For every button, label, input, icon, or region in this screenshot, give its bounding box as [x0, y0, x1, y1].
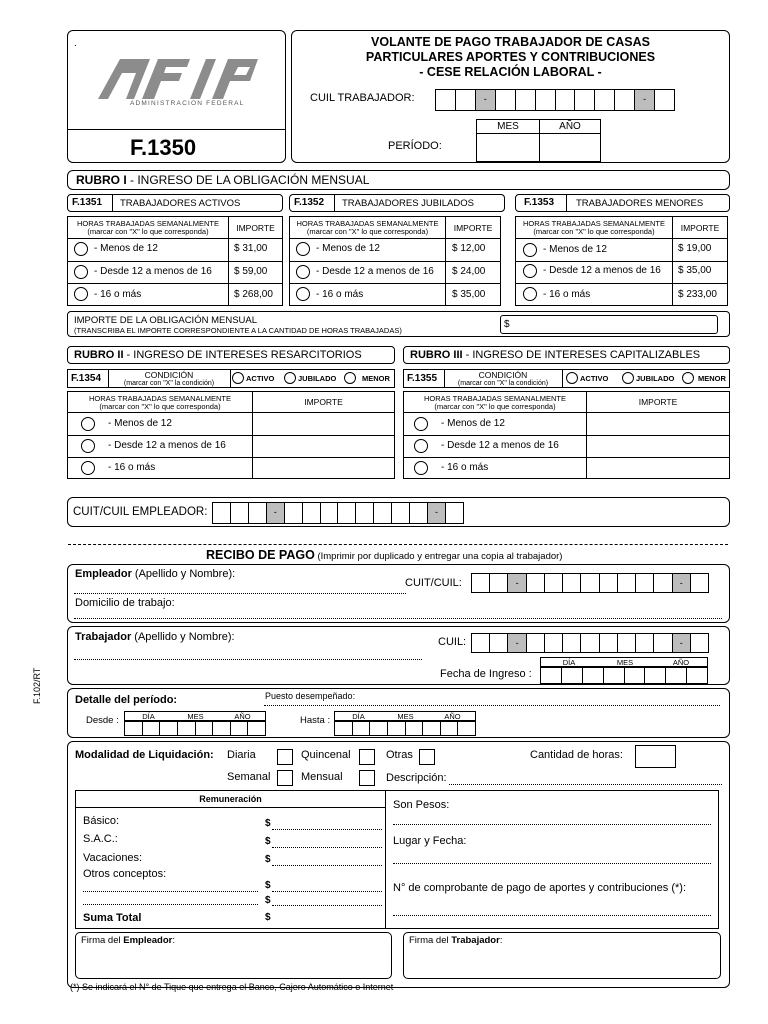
trabajador-box: Trabajador (Apellido y Nombre): CUIL: - - DÍA MES AÑO Fecha de Ingreso :: [67, 626, 730, 685]
firma-trabajador-label: Trabajador: [451, 935, 500, 946]
descripcion-label: Descripción:: [386, 772, 447, 784]
fecha-ingreso-label: Fecha de Ingreso :: [440, 668, 532, 680]
lugar-fecha-label: Lugar y Fecha:: [393, 835, 467, 847]
f1355-radio-16mas[interactable]: [414, 461, 428, 475]
comprobante-input[interactable]: [393, 915, 711, 916]
f1353-name: TRABAJADORES MENORES: [576, 198, 704, 209]
rubro3-title: - INGRESO DE INTERESES CAPITALIZABLES: [462, 349, 701, 361]
f1351-radio-menos12[interactable]: [74, 242, 88, 256]
empleador-box: Empleador (Apellido y Nombre): CUIT/CUIL: - - Domicilio de trabajo:: [67, 564, 730, 623]
f1355-condicion-row: F.1355 CONDICIÓN (marcar con "X" la condición) ACTIVO JUBILADO MENOR: [403, 369, 730, 388]
puesto-input[interactable]: [264, 705, 720, 706]
desde-input[interactable]: [124, 721, 266, 736]
lugar-fecha-input[interactable]: [393, 863, 711, 864]
f1352-radio-12a16[interactable]: [296, 265, 310, 279]
f1352-radio-16mas[interactable]: [296, 287, 310, 301]
son-pesos-label: Son Pesos:: [393, 799, 450, 811]
periodo-input[interactable]: [476, 133, 601, 162]
periodo-label: PERÍODO:: [388, 140, 442, 152]
f1351-code: F.1351: [72, 197, 103, 208]
f1353-code: F.1353: [524, 197, 555, 208]
cuil-trabajador-input[interactable]: - -: [435, 89, 675, 111]
footnote: (*) Se indicará el N° de Tique que entrega el Banco, Cajero Automático o Internet: [70, 982, 394, 992]
descripcion-input[interactable]: [449, 784, 722, 785]
hasta-label: Hasta :: [300, 715, 331, 726]
mensual-checkbox[interactable]: [359, 770, 375, 786]
remuneracion-table: Remuneración Básico: $ S.A.C.: $ Vacaciones: $ Otros conceptos: $ $ Suma Total $ Son Pesos: Lugar y Fecha: N° de comprobante de pago de aportes y contribuciones (*):: [75, 790, 719, 929]
f1352-name: TRABAJADORES JUBILADOS: [342, 198, 474, 209]
f1354-code: F.1354: [71, 373, 102, 384]
firma-empleador-label: Empleador: [123, 935, 173, 946]
f1353-radio-12a16[interactable]: [523, 264, 537, 278]
suma-total-label: Suma Total: [83, 912, 142, 924]
f1355-table: HORAS TRABAJADAS SEMANALMENTE (marcar con "X" lo que corresponda) IMPORTE - Menos de 12 - Desde 12 a menos de 16 - 16 o más: [403, 391, 730, 479]
cuit-empleador-input[interactable]: - -: [212, 502, 464, 524]
sac-input[interactable]: [272, 847, 382, 848]
f1354-radio-activo[interactable]: [232, 372, 244, 384]
empleador-label: Empleador: [75, 568, 132, 580]
corner-dot: .: [74, 38, 77, 49]
trabajador-label: Trabajador: [75, 631, 132, 643]
cantidad-horas-input[interactable]: [635, 745, 676, 768]
otros-conceptos-2[interactable]: [83, 904, 258, 905]
rubro2-label: RUBRO II: [74, 349, 124, 361]
anio-label: AÑO: [559, 121, 581, 132]
f1355-radio-activo[interactable]: [566, 372, 578, 384]
liquidacion-box: Modalidad de Liquidación: Diaria Quincenal Otras Cantidad de horas: Semanal Mensual Descripción: Remuneración Básico: $ S.A.C.: $ Vacaciones: $ Otros conceptos: $ $ Suma Total $ Son Pesos: Lugar y Fecha: N° de comprobante de pago de aportes y contribuciones (*): Firma del Empleador: Firma del Trabajador:: [67, 741, 730, 988]
importe-obligacion-input[interactable]: $: [500, 315, 718, 334]
empleador-nombre-input[interactable]: [74, 593, 406, 594]
rubro1-title: - INGRESO DE LA OBLIGACIÓN MENSUAL: [126, 173, 370, 187]
f1353-radio-menos12[interactable]: [523, 243, 537, 257]
importe-obligacion-box: [67, 311, 730, 337]
f1354-radio-menos12[interactable]: [81, 417, 95, 431]
firma-trabajador-box[interactable]: Firma del Trabajador:: [403, 932, 721, 979]
firma-empleador-box[interactable]: Firma del Empleador:: [75, 932, 392, 979]
cuit-empleador-label: CUIT/CUIL EMPLEADOR:: [73, 506, 208, 518]
quincenal-checkbox[interactable]: [359, 749, 375, 765]
f1355-radio-menos12[interactable]: [414, 417, 428, 431]
diaria-checkbox[interactable]: [277, 749, 293, 765]
otros-importe-2[interactable]: [272, 905, 382, 906]
basico-input[interactable]: [272, 829, 382, 830]
f1351-name: TRABAJADORES ACTIVOS: [120, 198, 241, 209]
rubro3-label: RUBRO III: [410, 349, 463, 361]
recibo-subtitle: (Imprimir por duplicado y entregar una copia al trabajador): [314, 551, 563, 562]
domicilio-label: Domicilio de trabajo:: [75, 597, 175, 609]
rubro1-header: [67, 170, 730, 190]
f1355-radio-menor[interactable]: [682, 372, 694, 384]
f1354-radio-jubilado[interactable]: [284, 372, 296, 384]
son-pesos-input[interactable]: [393, 824, 711, 825]
otros-conceptos-1[interactable]: [83, 891, 258, 892]
fecha-ingreso-input[interactable]: [540, 667, 708, 684]
cuit-empleador-box: [67, 497, 730, 527]
afip-logo: [94, 55, 262, 103]
side-form-code: F.102/RT: [32, 667, 42, 704]
f1354-radio-menor[interactable]: [344, 372, 356, 384]
f1355-radio-jubilado[interactable]: [622, 372, 634, 384]
trabajador-nombre-input[interactable]: [74, 659, 422, 660]
f1352-code: F.1352: [294, 197, 325, 208]
logo-box: [67, 30, 286, 163]
trabajador-cuil-label: CUIL:: [438, 636, 467, 648]
rubro3-header: [403, 346, 730, 364]
detalle-label: Detalle del período:: [75, 694, 178, 706]
f1351-radio-16mas[interactable]: [74, 287, 88, 301]
f1354-condicion-row: F.1354 CONDICIÓN (marcar con "X" la condición) ACTIVO JUBILADO MENOR: [67, 369, 395, 388]
empleador-cuit-input[interactable]: - -: [471, 573, 709, 593]
f1354-radio-12a16[interactable]: [81, 439, 95, 453]
vacaciones-input[interactable]: [272, 865, 382, 866]
f1351-radio-12a16[interactable]: [74, 265, 88, 279]
f1353-radio-16mas[interactable]: [523, 287, 537, 301]
rubro1-label: RUBRO I: [76, 173, 127, 187]
puesto-label: Puesto desempeñado:: [265, 691, 356, 701]
otras-checkbox[interactable]: [419, 749, 435, 765]
f1354-table: HORAS TRABAJADAS SEMANALMENTE (marcar con "X" lo que corresponda) IMPORTE - Menos de 12 - Desde 12 a menos de 16 - 16 o más: [67, 391, 395, 479]
trabajador-cuil-input[interactable]: - -: [471, 633, 709, 653]
desde-label: Desde :: [86, 715, 119, 726]
remuneracion-header: Remuneración: [199, 794, 262, 804]
form-code: F.1350: [130, 135, 197, 160]
domicilio-input[interactable]: [74, 618, 722, 619]
importe-obligacion-label: IMPORTE DE LA OBLIGACIÓN MENSUAL: [74, 315, 258, 326]
detalle-periodo-box: Detalle del período: Puesto desempeñado: DÍA MES AÑO Desde : DÍA MES AÑO Hasta :: [67, 688, 730, 738]
cuil-trabajador-label: CUIL TRABAJADOR:: [310, 92, 415, 104]
logo-subtitle: ADMINISTRACION FEDERAL: [130, 100, 245, 107]
comprobante-label: N° de comprobante de pago de aportes y contribuciones (*):: [393, 882, 687, 894]
importe-obligacion-note: (TRANSCRIBA EL IMPORTE CORRESPONDIENTE A LA CANTIDAD DE HORAS TRABAJADAS): [74, 326, 402, 335]
cuit-cuil-label: CUIT/CUIL:: [405, 577, 462, 589]
title-line-2: PARTICULARES APORTES Y CONTRIBUCIONES: [365, 50, 656, 64]
title-line-1: VOLANTE DE PAGO TRABAJADOR DE CASAS: [371, 35, 650, 49]
rubro2-header: [67, 346, 395, 364]
periodo-header: [476, 119, 601, 134]
otros-importe-1[interactable]: [272, 891, 382, 892]
f1352-radio-menos12[interactable]: [296, 242, 310, 256]
f1355-code: F.1355: [407, 373, 438, 384]
mes-label: MES: [497, 121, 519, 132]
f1354-radio-16mas[interactable]: [81, 461, 95, 475]
f1355-radio-12a16[interactable]: [414, 439, 428, 453]
modalidad-label: Modalidad de Liquidación:: [75, 749, 214, 761]
cut-line: [68, 544, 728, 545]
recibo-title: RECIBO DE PAGO: [206, 548, 315, 562]
semanal-checkbox[interactable]: [277, 770, 293, 786]
rubro2-title: - INGRESO DE INTERESES RESARCITORIOS: [123, 349, 362, 361]
title-line-3: - CESE RELACIÓN LABORAL -: [419, 65, 602, 79]
header-title-box: [291, 30, 730, 163]
hasta-input[interactable]: [334, 721, 476, 736]
